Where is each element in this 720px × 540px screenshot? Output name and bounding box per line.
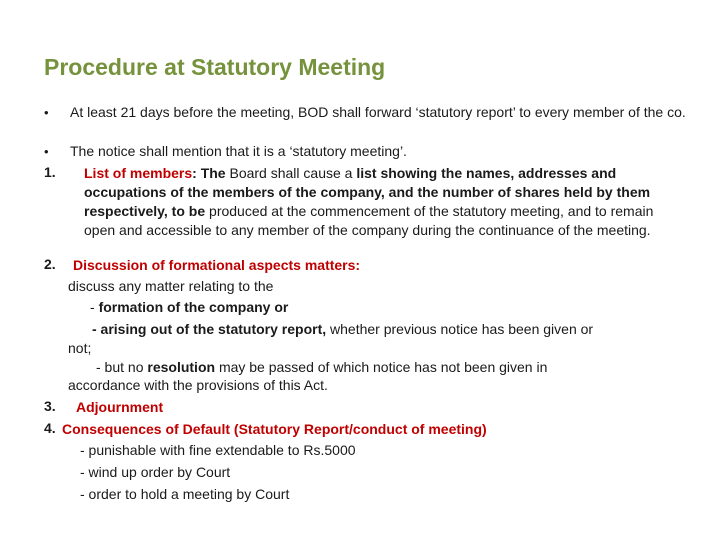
bullet-notice-mention: The notice shall mention that it is a ‘statutory meeting’. xyxy=(70,143,407,159)
item-text-line: - punishable with fine extendable to Rs.5000 xyxy=(80,442,356,458)
plain-text: - but no xyxy=(96,359,144,375)
plain-text: may be passed of which notice has not been given in xyxy=(218,359,548,375)
plain-text: whether previous notice has been given or xyxy=(330,321,594,337)
item-number: 3. xyxy=(44,398,56,414)
item-text-line xyxy=(90,298,288,317)
dash: - xyxy=(90,299,95,315)
item-number: 4. xyxy=(44,420,56,436)
bold-text: formation of the company or xyxy=(98,299,289,315)
item-list-of-members xyxy=(84,164,684,240)
item-text-line xyxy=(96,358,547,377)
bullet-statutory-report: At least 21 days before the meeting, BOD shall forward ‘statutory report’ to every member of the co. xyxy=(70,104,686,120)
heading-colon: : xyxy=(192,165,197,181)
bold-text: resolution xyxy=(147,359,216,375)
slide-title: Procedure at Statutory Meeting xyxy=(44,54,386,80)
bold-text: - arising out of the statutory report, xyxy=(92,321,327,337)
item-heading: Adjournment xyxy=(76,399,164,415)
plain-text: produced at the commencement of the statutory meeting, and to remain open and accessible to any member of the company during the continuance of the meeting. xyxy=(84,203,654,238)
item-text-line: - wind up order by Court xyxy=(80,464,231,480)
item-heading: List of members xyxy=(84,165,193,181)
item-text-line: - order to hold a meeting by Court xyxy=(80,486,290,502)
bullet-marker: • xyxy=(44,105,49,120)
item-text-line xyxy=(92,320,593,339)
item-text-line: discuss any matter relating to the xyxy=(68,278,274,294)
item-heading: Discussion of formational aspects matters: xyxy=(73,257,361,273)
plain-text: Board shall cause a xyxy=(229,165,353,181)
item-number: 1. xyxy=(44,164,56,180)
item-text-line: accordance with the provisions of this Act. xyxy=(68,377,328,393)
item-heading: Consequences of Default (Statutory Report/conduct of meeting) xyxy=(62,421,487,437)
bold-text: list showing the names, addresses and occupations of the members of the company, and the number of shares held by them respectively, to be xyxy=(84,165,651,219)
item-text-line: not; xyxy=(68,340,92,356)
bold-text: The xyxy=(200,165,226,181)
bullet-marker: • xyxy=(44,144,49,159)
item-number: 2. xyxy=(44,256,56,272)
